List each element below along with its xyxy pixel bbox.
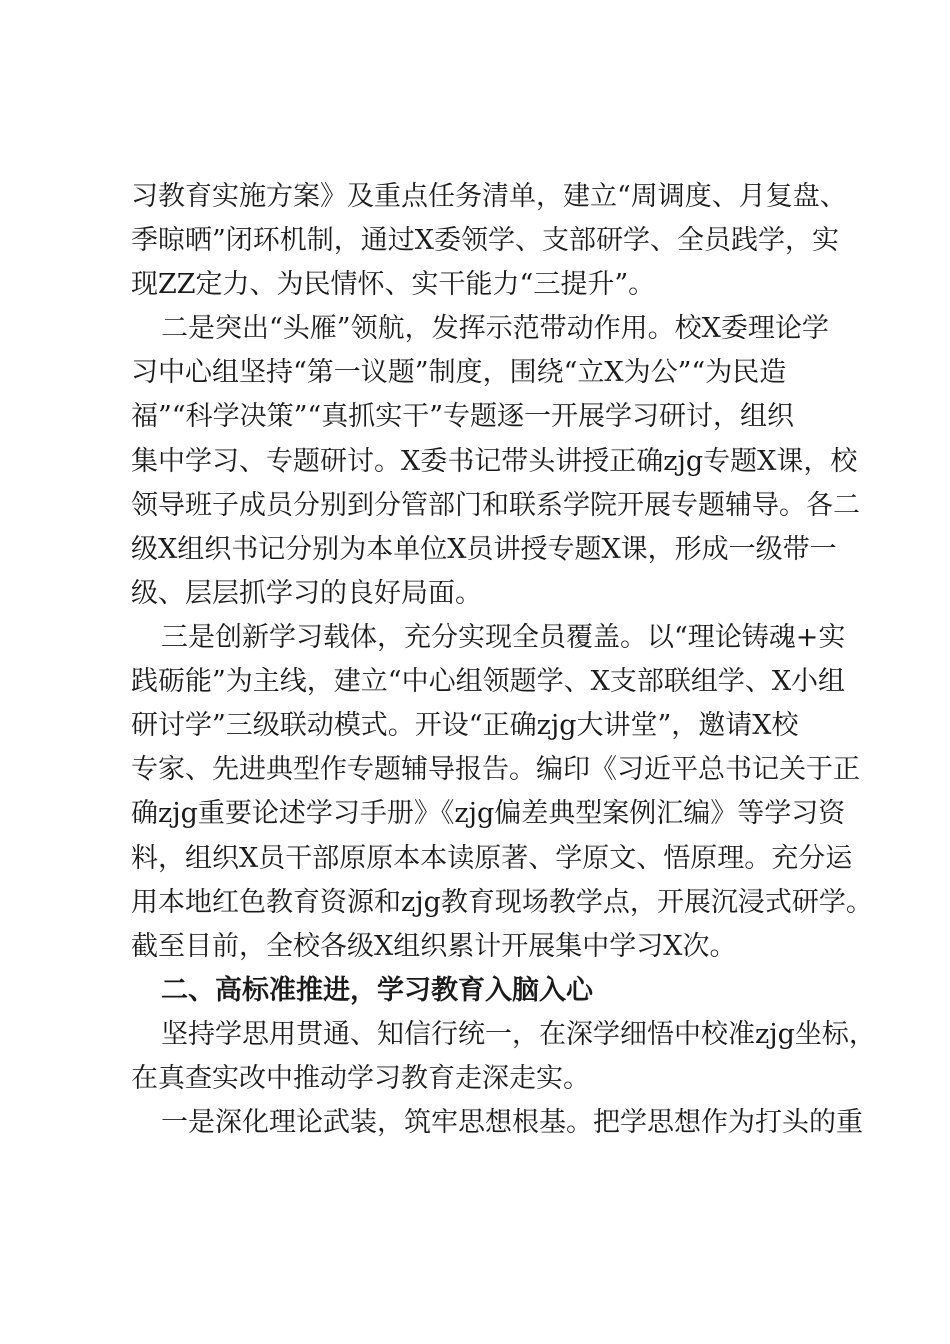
paragraph-line: 级、层层抓学习的良好局面。 (131, 578, 482, 609)
paragraph-line: 截至目前，全校各级X组织累计开展集中学习X次。 (131, 931, 737, 962)
paragraph-line: 福”“科学决策”“真抓实干”专题逐一开展学习研讨，组织 (131, 401, 795, 432)
paragraph-line: 践砺能”为主线，建立“中心组领题学、X支部联组学、X小组 (131, 666, 846, 697)
paragraph-line: 用本地红色教育资源和zjg教育现场教学点，开展沉浸式研学。 (131, 887, 873, 918)
paragraph-line: 一是深化理论武装，筑牢思想根基。把学思想作为打头的重 (161, 1107, 863, 1138)
paragraph-line: 级X组织书记分别为本单位X员讲授专题X课，形成一级带一 (131, 534, 837, 565)
paragraph-line: 现ZZ定力、为民情怀、实干能力“三提升”。 (131, 269, 656, 300)
paragraph-line: 料，组织X员干部原原本本读原著、学原文、悟原理。充分运 (131, 843, 853, 874)
paragraph-line: 二是突出“头雁”领航，发挥示范带动作用。校X委理论学 (161, 313, 829, 344)
section-heading: 二、高标准推进，学习教育入脑入心 (161, 975, 593, 1006)
paragraph-line: 集中学习、专题研讨。X委书记带头讲授正确zjg专题X课，校 (131, 446, 858, 477)
paragraph-line: 研讨学”三级联动模式。开设“正确zjg大讲堂”，邀请X校 (131, 710, 799, 741)
paragraph-line: 坚持学思用贯通、知信行统一，在深学细悟中校准zjg坐标， (161, 1019, 876, 1050)
paragraph-line: 习教育实施方案》及重点任务清单，建立“周调度、月复盘、 (131, 181, 847, 212)
paragraph-line: 领导班子成员分别到分管部门和联系学院开展专题辅导。各二 (131, 490, 860, 521)
paragraph-line: 三是创新学习载体，充分实现全员覆盖。以“理论铸魂+实 (161, 622, 846, 653)
paragraph-line: 专家、先进典型作专题辅导报告。编印《习近平总书记关于正 (131, 754, 860, 785)
paragraph-line: 习中心组坚持“第一议题”制度，围绕“立X为公”“为民造 (131, 357, 787, 388)
paragraph-line: 确zjg重要论述学习手册》《zjg偏差典型案例汇编》等学习资 (131, 798, 846, 829)
paragraph-line: 在真查实改中推动学习教育走深走实。 (131, 1063, 590, 1094)
paragraph-line: 季晾晒”闭环机制，通过X委领学、支部研学、全员践学，实 (131, 225, 840, 256)
